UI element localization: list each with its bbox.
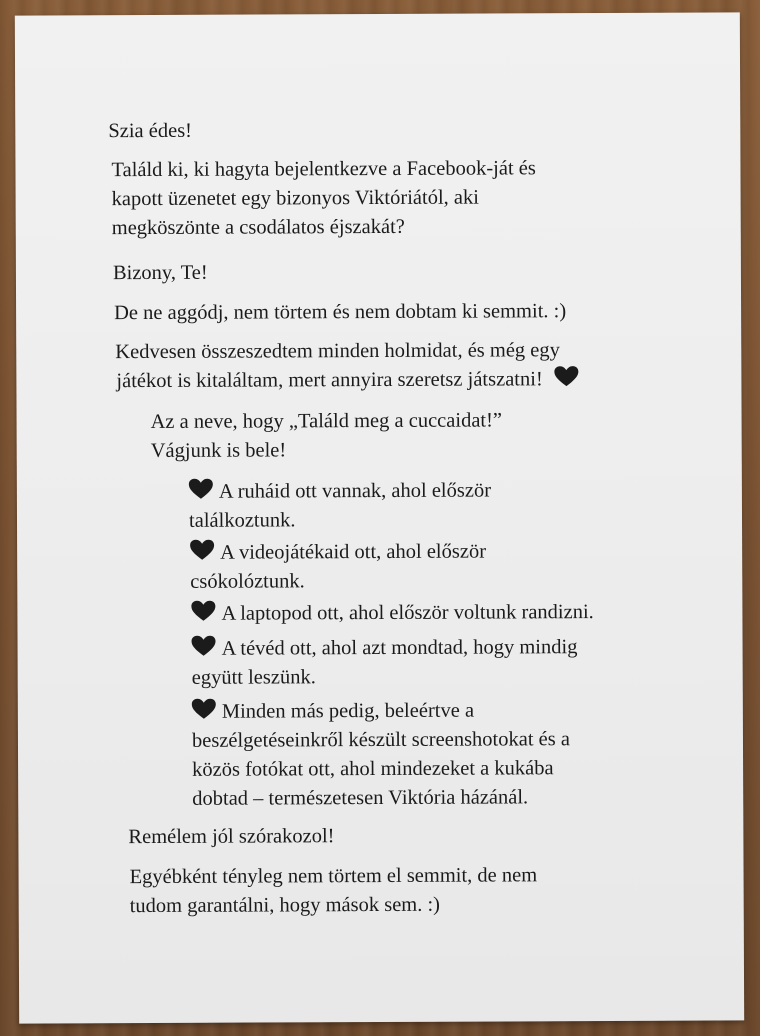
paragraph-line: Kedvesen összeszedtem minden holmidat, és még egy <box>115 339 560 364</box>
clue-item <box>188 477 491 508</box>
heart-icon <box>191 698 217 720</box>
clue-line: A tévéd ott, ahol azt mondtad, hogy mindig <box>221 636 578 660</box>
greeting: Szia édes! <box>108 119 193 143</box>
clue-line: A videojátékaid ott, ahol először <box>220 540 487 564</box>
heart-icon <box>191 635 217 657</box>
heart-icon <box>554 365 580 387</box>
game-intro-line: Vágjunk is bele! <box>150 439 287 462</box>
clue-item <box>191 633 578 664</box>
heart-icon <box>190 600 216 622</box>
paragraph-line-with-heart <box>116 365 580 397</box>
clue-line: csókolóztunk. <box>190 570 305 593</box>
postscript-line: tudom garantálni, hogy mások sem. :) <box>129 893 441 918</box>
clue-line: Minden más pedig, beleértve a <box>221 699 475 723</box>
clue-line: A laptopod ott, ahol először voltunk randizni. <box>221 601 594 625</box>
clue-line: A ruháid ott vannak, ahol először <box>218 479 492 503</box>
heart-icon <box>189 539 215 561</box>
postscript-line: Egyébként tényleg nem törtem el semmit, de nem <box>129 864 538 889</box>
clue-item <box>190 598 593 629</box>
paragraph-line: játékot is kitaláltam, mert annyira szeretsz játszatni! <box>116 368 543 393</box>
closing-line: Remélem jól szórakozol! <box>128 825 335 849</box>
paragraph-line: megköszönte a csodálatos éjszakát? <box>111 215 405 240</box>
clue-line: dobtad – természetesen Viktória házánál. <box>192 786 529 810</box>
clue-line: találkoztunk. <box>188 509 296 532</box>
letter-paper <box>15 12 744 1023</box>
heart-icon <box>188 478 214 500</box>
clue-item <box>189 538 486 569</box>
clue-line: közös fotókat ott, ahol mindezeket a kukába <box>192 757 554 781</box>
game-intro-line: Az a neve, hogy „Találd meg a cuccaidat!” <box>150 409 503 433</box>
paragraph-line: kapott üzenetet egy bizonyos Viktóriától, aki <box>111 186 479 211</box>
clue-item <box>191 697 474 728</box>
paragraph-line: De ne aggódj, nem törtem és nem dobtam ki semmit. :) <box>114 300 567 325</box>
paragraph-line: Bizony, Te! <box>112 261 208 285</box>
clue-line: beszélgetéseinkről készült screenshotokat és a <box>191 728 570 752</box>
paragraph-line: Találd ki, ki hagyta bejelentkezve a Facebook-ját és <box>111 157 536 182</box>
clue-line: együtt leszünk. <box>191 666 316 689</box>
